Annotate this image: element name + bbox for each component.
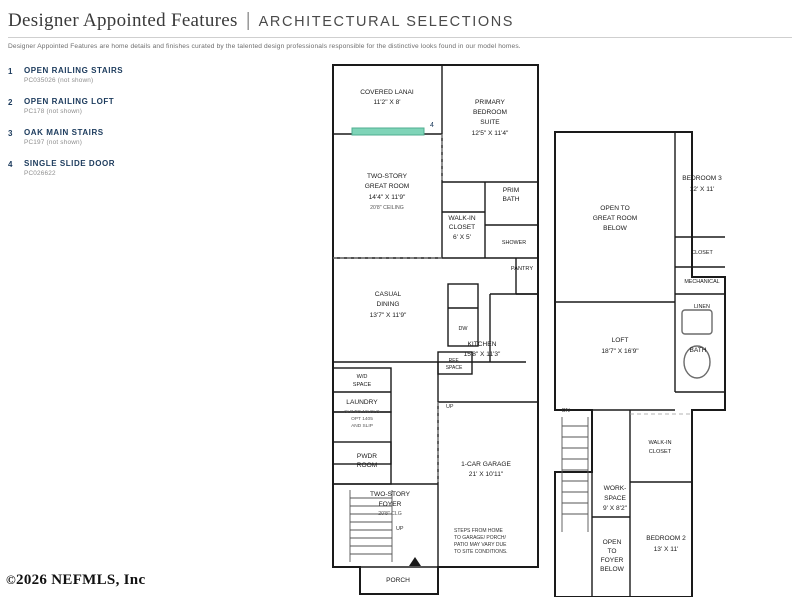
- room-label-walkin2-2: CLOSET: [648, 449, 672, 455]
- legend-label: SINGLE SLIDE DOOR: [24, 159, 116, 168]
- watermark-text: 2026 NEFMLS, Inc: [16, 572, 146, 588]
- room-dims-great: 14'4" X 11'9": [368, 194, 406, 201]
- room-dims-bedroom2: 13' X 11': [653, 546, 679, 553]
- room-label-laundry: LAUNDRY: [346, 399, 378, 406]
- room-label-shower: SHOWER: [501, 240, 527, 246]
- note-steps-1: STEPS FROM HOME: [454, 528, 503, 534]
- direction-dn: DN: [562, 408, 570, 414]
- note-steps-3: PATIO MAY VARY DUE: [454, 542, 507, 548]
- room-label-loft: LOFT: [611, 337, 629, 344]
- page-subtitle-heading: ARCHITECTURAL SELECTIONS: [258, 14, 515, 30]
- legend-code: PC026622: [24, 170, 56, 177]
- title-row: [8, 10, 792, 38]
- room-label-open-foyer-1: OPEN: [602, 539, 622, 546]
- legend-number: 1: [8, 67, 13, 76]
- list-item: [8, 159, 308, 177]
- room-label-great-1: TWO-STORY: [366, 173, 408, 180]
- room-label-walkin-2: CLOSET: [448, 224, 476, 231]
- room-dims-loft: 18'7" X 16'9": [601, 348, 639, 355]
- header-description: Designer Appointed Features are home details and finishes curated by the talented design professionals responsible for the distinctive looks found in our model homes.: [8, 43, 521, 50]
- room-label-open-foyer-3: FOYER: [600, 557, 624, 564]
- room-label-bedroom3: BEDROOM 3: [682, 175, 722, 182]
- copyright-symbol: ©: [6, 572, 17, 587]
- room-label-mechanical: MECHANICAL: [684, 279, 720, 285]
- room-label-porch: PORCH: [386, 577, 410, 584]
- room-label-pwdr-1: PWDR: [356, 453, 378, 460]
- room-note-foyer: 20'8" CLG: [378, 511, 402, 517]
- room-label-wd-1: W/D: [356, 374, 368, 380]
- room-note-great: 20'8" CEILING: [370, 205, 404, 211]
- legend-label: OPEN RAILING STAIRS: [24, 66, 124, 75]
- legend-number: 2: [8, 98, 13, 107]
- floorplan-drawing: [330, 62, 800, 597]
- room-label-foyer-1: TWO-STORY: [369, 491, 411, 498]
- room-label-dining-1: CASUAL: [374, 291, 402, 298]
- room-label-open-great-3: BELOW: [603, 225, 627, 232]
- room-dims-work: 9' X 8'2": [603, 505, 627, 512]
- header: [8, 10, 792, 50]
- room-label-walkin-1: WALK-IN: [448, 215, 476, 222]
- single-slide-door-highlight: [352, 128, 424, 135]
- title-divider: |: [245, 10, 251, 31]
- appliance-label-ref-2: SPACE: [445, 365, 463, 371]
- room-label-wd-2: SPACE: [352, 382, 372, 388]
- room-note-laundry-2: OPT 1405: [351, 417, 373, 422]
- list-item: [8, 66, 308, 84]
- room-label-open-foyer-4: BELOW: [600, 566, 624, 573]
- legend-label: OAK MAIN STAIRS: [24, 128, 104, 137]
- floorplan-marker-4: 4: [430, 122, 434, 129]
- note-steps-2: TO GARAGE/ PORCH/: [454, 535, 506, 541]
- room-label-prim-2: BATH: [502, 196, 520, 203]
- room-label-walkin2-1: WALK-IN: [648, 440, 672, 446]
- room-label-primary-2: BEDROOM: [472, 109, 508, 116]
- room-label-great-2: GREAT ROOM: [364, 183, 410, 190]
- list-item: [8, 128, 308, 146]
- room-note-laundry-3: AND SLIP: [351, 424, 373, 429]
- room-dims-walkin: 6' X 5': [453, 234, 471, 241]
- room-label-covered-lanai: COVERED LANAI: [360, 89, 414, 96]
- direction-up-2: UP: [396, 526, 404, 532]
- direction-up-1: UP: [446, 404, 454, 410]
- legend-code: PC197 (not shown): [24, 139, 83, 146]
- room-label-garage: 1-CAR GARAGE: [461, 461, 511, 468]
- note-steps-4: TO SITE CONDITIONS.: [454, 549, 508, 555]
- room-dims-dining: 13'7" X 11'9": [369, 312, 407, 319]
- room-label-open-great-1: OPEN TO: [600, 205, 630, 212]
- watermark: [6, 572, 145, 589]
- room-label-open-great-2: GREAT ROOM: [592, 215, 638, 222]
- feature-legend: [8, 66, 308, 190]
- room-label-pwdr-2: ROOM: [356, 462, 378, 469]
- legend-code: PC035026 (not shown): [24, 77, 94, 84]
- room-dims-covered-lanai: 11'2" X 8': [373, 99, 401, 106]
- room-label-closet: CLOSET: [691, 250, 713, 256]
- room-label-work-2: SPACE: [604, 495, 626, 502]
- legend-code: PC178 (not shown): [24, 108, 83, 115]
- room-label-prim-1: PRIM: [502, 187, 520, 194]
- room-label-pantry: PANTRY: [510, 266, 534, 272]
- room-note-laundry-1: SLP TO 10' CLG: [344, 410, 380, 415]
- room-label-bedroom2: BEDROOM 2: [646, 535, 686, 542]
- room-label-linen: LINEN: [694, 304, 710, 310]
- room-label-dining-2: DINING: [376, 301, 400, 308]
- list-item: [8, 97, 308, 115]
- legend-number: 3: [8, 129, 13, 138]
- room-label-open-foyer-2: TO: [607, 548, 617, 555]
- legend-label: OPEN RAILING LOFT: [24, 97, 115, 106]
- room-label-primary-3: SUITE: [480, 119, 500, 126]
- appliance-label-dw: DW: [458, 326, 468, 332]
- room-label-primary-1: PRIMARY: [475, 99, 505, 106]
- appliance-label-ref-1: REF.: [448, 358, 460, 364]
- room-label-foyer-2: FOYER: [378, 501, 402, 508]
- room-label-bath: BATH: [689, 347, 707, 354]
- page-title: Designer Appointed Features: [8, 10, 238, 31]
- room-dims-kitchen: 15'8" X 11'3": [463, 351, 501, 358]
- room-label-work-1: WORK-: [603, 485, 627, 492]
- room-dims-bedroom3: 12' X 11': [689, 186, 715, 193]
- legend-number: 4: [8, 160, 13, 169]
- room-dims-primary: 12'5" X 11'4": [471, 130, 509, 137]
- room-dims-garage: 21' X 10'11": [468, 471, 504, 478]
- room-label-kitchen: KITCHEN: [467, 341, 497, 348]
